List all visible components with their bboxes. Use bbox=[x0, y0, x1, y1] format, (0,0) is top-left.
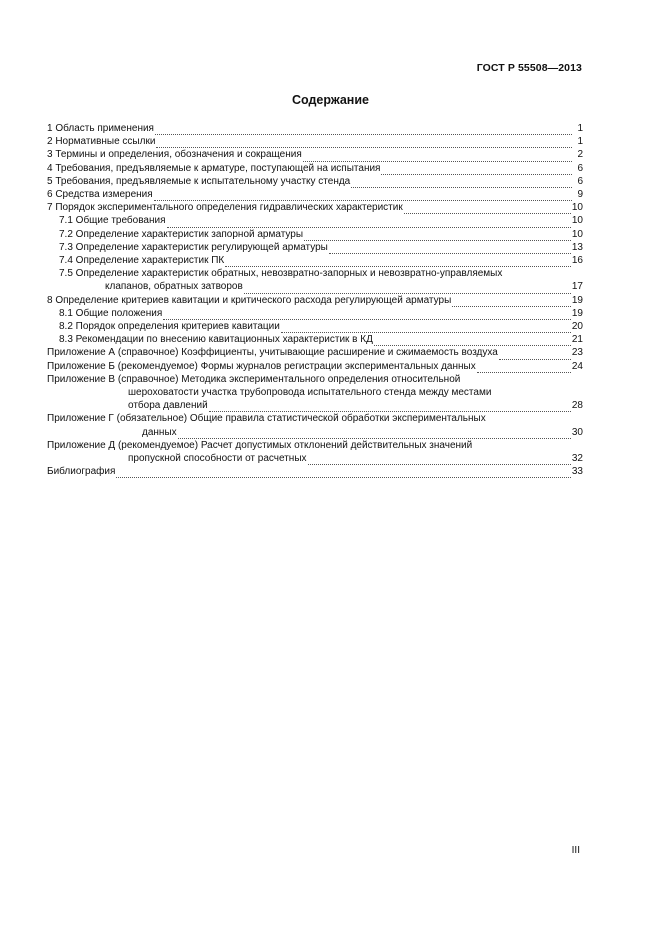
dot-leader bbox=[452, 297, 571, 307]
dot-leader bbox=[225, 257, 571, 267]
dot-leader bbox=[209, 402, 571, 412]
dot-leader bbox=[167, 218, 571, 228]
toc-page-number: 20 bbox=[571, 321, 583, 333]
dot-leader bbox=[155, 125, 572, 135]
dot-leader bbox=[308, 455, 571, 465]
toc-entry-7-4[interactable] bbox=[47, 254, 583, 267]
toc-entry-7-2[interactable] bbox=[47, 228, 583, 241]
dot-leader bbox=[116, 468, 570, 478]
toc-entry-text: Приложение В (справочное) Методика экспериментального определения относительной bbox=[47, 373, 461, 385]
toc-entry-block bbox=[47, 373, 583, 413]
toc-entry-5[interactable] bbox=[47, 175, 583, 188]
toc-page-number: 1 bbox=[577, 136, 583, 148]
dot-leader bbox=[381, 165, 572, 175]
toc-page-number: 10 bbox=[571, 228, 583, 240]
page-number: III bbox=[571, 845, 580, 856]
toc-entry-text: 7 Порядок экспериментального определения гидравлических характеристик bbox=[47, 202, 403, 214]
standard-code: ГОСТ Р 55508—2013 bbox=[476, 62, 582, 74]
toc-entry-text: 8.2 Порядок определения критериев кавитации bbox=[59, 321, 280, 333]
toc-entry-block bbox=[47, 412, 583, 438]
toc-entry-text: 7.4 Определение характеристик ПК bbox=[59, 255, 225, 267]
toc-entry-appendix-b[interactable] bbox=[47, 360, 583, 373]
dot-leader bbox=[477, 363, 571, 373]
toc-entry-text: отбора давлений bbox=[128, 400, 208, 412]
dot-leader bbox=[404, 204, 571, 214]
dot-leader bbox=[351, 178, 572, 188]
toc-entry-6[interactable] bbox=[47, 188, 583, 201]
toc-entry-8-3[interactable] bbox=[47, 333, 583, 346]
toc-entry-text: 7.5 Определение характеристик обратных, невозвратно-запорных и невозвратно-управляемых bbox=[59, 268, 503, 280]
dot-leader bbox=[244, 284, 571, 294]
toc-page-number: 13 bbox=[571, 241, 583, 253]
toc-entry-appendix-g[interactable] bbox=[47, 412, 583, 438]
toc-entry-text: Библиография bbox=[47, 466, 116, 478]
toc-entry-appendix-v[interactable] bbox=[47, 373, 583, 413]
dot-leader bbox=[374, 336, 571, 346]
toc-page-number: 21 bbox=[571, 334, 583, 346]
toc-entry-text: 2 Нормативные ссылки bbox=[47, 136, 156, 148]
toc-page-number: 19 bbox=[571, 307, 583, 319]
toc-entry-1[interactable] bbox=[47, 122, 583, 135]
toc-page-number: 24 bbox=[571, 360, 583, 372]
toc-page-number: 2 bbox=[577, 149, 583, 161]
toc-entry-appendix-d[interactable] bbox=[47, 439, 583, 465]
toc-entry-text: шероховатости участка трубопровода испытательного стенда между местами bbox=[128, 387, 492, 399]
toc-entry-block bbox=[59, 267, 583, 293]
toc-page-number: 19 bbox=[571, 294, 583, 306]
toc-entry-text: Приложение Д (рекомендуемое) Расчет допустимых отклонений действительных значений bbox=[47, 439, 473, 451]
toc-entry-text: 7.3 Определение характеристик регулирующей арматуры bbox=[59, 241, 328, 253]
dot-leader bbox=[178, 429, 571, 439]
toc-entry-8[interactable] bbox=[47, 294, 583, 307]
toc-entry-continuation bbox=[47, 399, 583, 412]
toc-page-number: 17 bbox=[571, 281, 583, 293]
toc-page-number: 10 bbox=[571, 215, 583, 227]
toc-entry-text: 8.3 Рекомендации по внесению кавитационных характеристик в КД bbox=[59, 334, 373, 346]
dot-leader bbox=[304, 231, 571, 241]
toc-entry-appendix-a[interactable] bbox=[47, 346, 583, 359]
dot-leader bbox=[329, 244, 571, 254]
toc-title: Содержание bbox=[291, 93, 369, 107]
toc-page-number: 32 bbox=[571, 453, 583, 465]
toc-entry-text: Приложение Г (обязательное) Общие правила статистической обработки экспериментальных bbox=[47, 413, 486, 425]
dot-leader bbox=[281, 323, 571, 333]
toc-entry-text: клапанов, обратных затворов bbox=[105, 281, 243, 293]
toc-page-number: 30 bbox=[571, 426, 583, 438]
toc-page-number: 9 bbox=[577, 189, 583, 201]
toc-page-number: 1 bbox=[577, 123, 583, 134]
dot-leader bbox=[154, 191, 572, 201]
toc-entry-text: 7.2 Определение характеристик запорной арматуры bbox=[59, 228, 304, 240]
toc-entry-text: Приложение А (справочное) Коэффициенты, учитывающие расширение и сжимаемость воздуха bbox=[47, 347, 498, 359]
table-of-contents bbox=[47, 122, 583, 478]
toc-page-number: 16 bbox=[571, 255, 583, 267]
toc-entry-text: данных bbox=[142, 426, 177, 438]
toc-page-number: 6 bbox=[577, 175, 583, 187]
toc-entry-text: Приложение Б (рекомендуемое) Формы журналов регистрации экспериментальных данных bbox=[47, 360, 476, 372]
toc-entry-7-1[interactable] bbox=[47, 214, 583, 227]
toc-page-number: 23 bbox=[571, 347, 583, 359]
dot-leader bbox=[303, 152, 572, 162]
toc-entry-block bbox=[47, 439, 583, 465]
toc-entry-text: 1 Область применения bbox=[47, 123, 154, 134]
toc-entry-4[interactable] bbox=[47, 162, 583, 175]
dot-leader bbox=[156, 138, 572, 148]
toc-entry-continuation bbox=[47, 426, 583, 439]
toc-entry-text: 3 Термины и определения, обозначения и сокращения bbox=[47, 149, 302, 161]
toc-entry-7-5[interactable] bbox=[47, 267, 583, 293]
toc-page-number: 6 bbox=[577, 162, 583, 174]
toc-entry-8-2[interactable] bbox=[47, 320, 583, 333]
toc-entry-text: 8 Определение критериев кавитации и критического расхода регулирующей арматуры bbox=[47, 294, 452, 306]
toc-entry-text: 4 Требования, предъявляемые к арматуре, поступающей на испытания bbox=[47, 162, 381, 174]
toc-entry-text: 7.1 Общие требования bbox=[59, 215, 166, 227]
dot-leader bbox=[499, 350, 571, 360]
toc-entry-3[interactable] bbox=[47, 148, 583, 161]
toc-entry-bibliography[interactable] bbox=[47, 465, 583, 478]
toc-page-number: 28 bbox=[571, 400, 583, 412]
toc-entry-continuation bbox=[47, 452, 583, 465]
toc-entry-text: 5 Требования, предъявляемые к испытательному участку стенда bbox=[47, 175, 351, 187]
toc-entry-8-1[interactable] bbox=[47, 307, 583, 320]
toc-entry-continuation bbox=[59, 280, 583, 293]
toc-entry-text: 6 Средства измерения bbox=[47, 189, 153, 201]
toc-entry-text: 8.1 Общие положения bbox=[59, 307, 163, 319]
toc-entry-2[interactable] bbox=[47, 135, 583, 148]
toc-page-number: 10 bbox=[571, 202, 583, 214]
toc-entry-7-3[interactable] bbox=[47, 241, 583, 254]
toc-entry-7[interactable] bbox=[47, 201, 583, 214]
toc-page-number: 33 bbox=[571, 466, 583, 478]
dot-leader bbox=[163, 310, 571, 320]
toc-entry-text: пропускной способности от расчетных bbox=[128, 453, 307, 465]
